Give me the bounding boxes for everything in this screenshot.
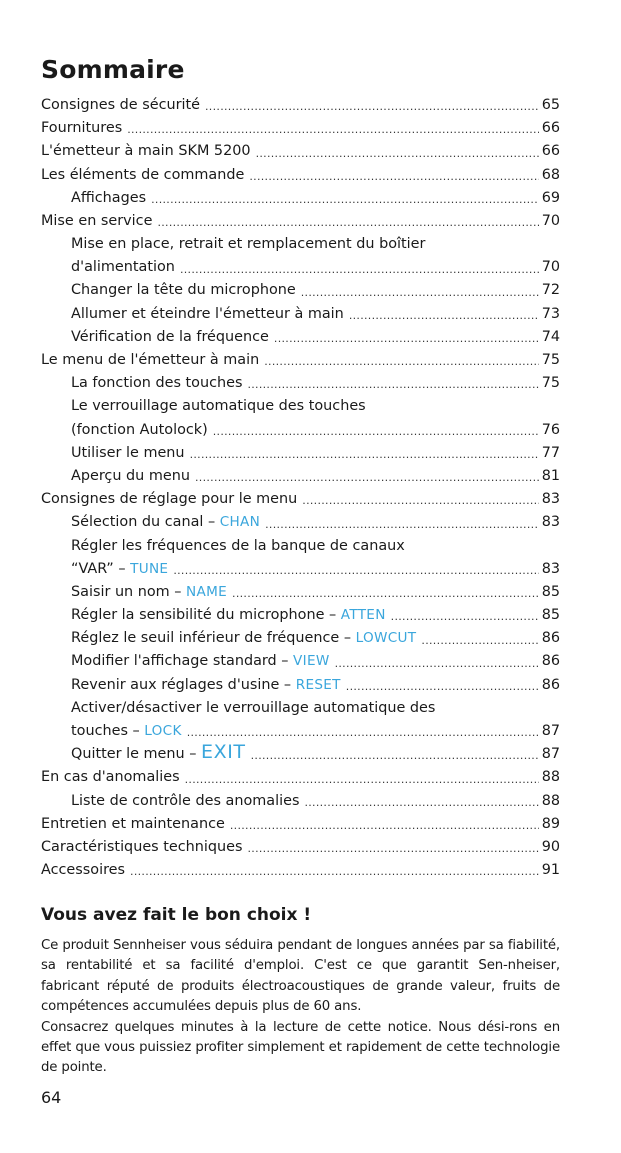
toc-leader-dots — [274, 328, 539, 349]
toc-entry-label — [71, 465, 190, 488]
toc-entry-label — [71, 419, 208, 442]
toc-leader-dots — [264, 351, 538, 372]
toc-entry[interactable] — [41, 651, 560, 674]
toc-leader-dots — [230, 815, 539, 836]
toc-leader-dots — [180, 259, 539, 280]
toc-entry-text: Consignes de sécurité — [41, 96, 201, 113]
toc-entry-label — [71, 581, 227, 604]
toc-entry-label — [71, 326, 269, 349]
toc-entry-label — [71, 187, 146, 210]
toc-entry[interactable] — [41, 419, 560, 442]
toc-leader-dots — [151, 189, 539, 210]
toc-leader-dots — [249, 166, 538, 187]
toc-entry[interactable] — [41, 836, 560, 859]
toc-entry-page: 85 — [541, 583, 560, 600]
toc-entry-text: Revenir aux réglages d'usine – — [71, 676, 296, 693]
toc-entry-text: Régler la sensibilité du microphone – — [71, 607, 341, 624]
toc-leader-dots — [157, 212, 538, 233]
toc-entry-label — [41, 859, 125, 882]
toc-entry-text: Utiliser le menu — [71, 444, 185, 461]
toc-entry-keyword: ATTEN — [340, 607, 386, 624]
toc-leader-dots — [335, 653, 539, 674]
toc-entry-text: Saisir un nom – — [71, 583, 187, 600]
toc-leader-dots — [173, 560, 538, 581]
toc-entry[interactable] — [41, 488, 560, 511]
toc-leader-dots — [251, 745, 539, 766]
toc-entry-page: 85 — [541, 607, 560, 624]
toc-entry[interactable] — [41, 117, 560, 140]
toc-entry-page: 69 — [541, 189, 560, 206]
intro-heading: Vous avez fait le bon choix ! — [41, 905, 312, 925]
toc-leader-dots — [421, 630, 538, 651]
toc-entry-keyword: NAME — [186, 583, 228, 600]
toc-leader-dots — [195, 467, 539, 488]
toc-entry[interactable] — [41, 210, 560, 233]
toc-entry-page: 83 — [541, 560, 560, 577]
toc-leader-dots — [256, 143, 539, 164]
toc-entry-page: 73 — [541, 305, 560, 322]
toc-entry-page: 72 — [541, 282, 560, 299]
toc-leader-dots — [232, 583, 539, 604]
toc-entry-page: 68 — [541, 166, 560, 183]
toc-entry-label — [71, 650, 330, 673]
toc-leader-dots — [304, 792, 538, 813]
toc-leader-dots — [391, 606, 539, 627]
toc-entry-label — [71, 372, 242, 395]
toc-entry-keyword: EXIT — [200, 741, 246, 764]
toc-entry-text: Modifier l'affichage standard – — [71, 653, 294, 670]
toc-entry-label — [41, 488, 297, 511]
toc-leader-dots — [349, 305, 539, 326]
intro-paragraph-2: Consacrez quelques minutes à la lecture de cette notice. Nous dési-rons en effet que vous puissiez profiter simplement et rapidement de cette technologie de pointe. — [41, 1019, 560, 1076]
toc-entry-label — [71, 720, 182, 743]
toc-entry-label — [41, 349, 259, 372]
toc-entry-page: 66 — [541, 120, 560, 137]
toc-entry-text: Caractéristiques techniques — [41, 838, 243, 855]
toc-entry-page: 83 — [541, 491, 560, 508]
toc-entry[interactable] — [41, 674, 560, 697]
toc-entry[interactable] — [41, 349, 560, 372]
toc-entry[interactable] — [41, 558, 560, 581]
intro-text — [41, 936, 560, 1079]
toc-entry-page: 90 — [541, 838, 560, 855]
toc-entry[interactable] — [41, 465, 560, 488]
toc-leader-dots — [190, 444, 539, 465]
toc-entry-label — [41, 164, 244, 187]
toc-leader-dots — [187, 722, 539, 743]
toc-entry-keyword: RESET — [295, 676, 341, 693]
toc-entry[interactable] — [41, 720, 560, 743]
toc-entry-text: Liste de contrôle des anomalies — [71, 792, 300, 809]
toc-entry-label — [41, 140, 251, 163]
toc-entry-label — [71, 790, 299, 813]
toc-leader-dots — [185, 769, 539, 790]
toc-entry-text: Changer la tête du microphone — [71, 282, 296, 299]
toc-entry[interactable] — [41, 280, 560, 303]
toc-entry-text: (fonction Autolock) — [71, 421, 208, 438]
toc-entry[interactable] — [41, 164, 560, 187]
toc-entry-label — [41, 836, 243, 859]
toc-entry-line — [41, 535, 560, 558]
toc-entry-text: Les éléments de commande — [41, 166, 245, 183]
toc-entry-page: 65 — [541, 96, 560, 113]
toc-entry[interactable] — [41, 442, 560, 465]
toc-entry-text: Sélection du canal – — [71, 514, 220, 531]
toc-entry-label — [41, 94, 200, 117]
toc-leader-dots — [248, 838, 539, 859]
toc-entry-text: d'alimentation — [71, 259, 175, 276]
toc-leader-dots — [130, 861, 539, 882]
toc-entry-text: L'émetteur à main SKM 5200 — [41, 143, 251, 160]
toc-entry-label: Activer/désactiver le verrouillage automatique des — [71, 699, 436, 716]
toc-entry-label: Le verrouillage automatique des touches — [71, 398, 366, 415]
toc-leader-dots — [302, 490, 538, 511]
toc-entry-text: Réglez le seuil inférieur de fréquence – — [71, 630, 356, 647]
page-title: Sommaire — [41, 55, 185, 84]
toc-entry-page: 86 — [541, 653, 560, 670]
toc-entry-page: 74 — [541, 328, 560, 345]
toc-entry-label: Régler les fréquences de la banque de canaux — [71, 537, 405, 554]
toc-entry-text: Affichages — [71, 189, 147, 206]
toc-entry[interactable] — [41, 94, 560, 117]
toc-entry-page: 86 — [541, 630, 560, 647]
toc-entry-keyword: CHAN — [219, 514, 261, 531]
toc-entry-text: Entretien et maintenance — [41, 815, 225, 832]
toc-entry-page: 86 — [541, 676, 560, 693]
toc-entry-line — [41, 697, 560, 720]
toc-entry-page: 83 — [541, 514, 560, 531]
toc-entry-label — [41, 766, 180, 789]
toc-entry[interactable] — [41, 604, 560, 627]
toc-entry-label — [41, 210, 152, 233]
toc-entry-text: “VAR” – — [71, 560, 131, 577]
toc-entry-label — [71, 511, 260, 534]
toc-entry-page: 66 — [541, 143, 560, 160]
toc-entry-label — [71, 256, 175, 279]
toc-entry-page: 91 — [541, 862, 560, 879]
toc-entry-label — [71, 741, 246, 766]
toc-entry-keyword: LOCK — [144, 723, 182, 740]
toc-entry[interactable] — [41, 743, 560, 766]
toc-entry-text: touches – — [71, 723, 145, 740]
toc-entry-label — [71, 303, 344, 326]
toc-entry-page: 81 — [541, 467, 560, 484]
toc-entry-label — [41, 117, 122, 140]
toc-entry-text: Aperçu du menu — [71, 467, 190, 484]
toc-entry-label — [71, 604, 386, 627]
toc-entry-page: 70 — [541, 212, 560, 229]
toc-entry-text: En cas d'anomalies — [41, 769, 180, 786]
toc-entry[interactable] — [41, 766, 560, 789]
page-number: 64 — [41, 1088, 62, 1107]
toc-entry[interactable] — [41, 140, 560, 163]
toc-entry[interactable] — [41, 187, 560, 210]
toc-entry-text: Mise en service — [41, 212, 153, 229]
toc-entry-keyword: VIEW — [293, 653, 330, 670]
toc-entry-label — [71, 627, 416, 650]
toc-entry-text: Quitter le menu – — [71, 746, 201, 763]
toc-entry-text: Consignes de réglage pour le menu — [41, 491, 298, 508]
toc-entry-page: 75 — [541, 352, 560, 369]
toc-entry-line — [41, 395, 560, 418]
toc-entry-label — [71, 674, 341, 697]
toc-entry[interactable] — [41, 581, 560, 604]
toc-leader-dots — [213, 421, 539, 442]
toc-entry-page: 77 — [541, 444, 560, 461]
toc-entry-page: 88 — [541, 792, 560, 809]
toc-entry-text: La fonction des touches — [71, 375, 243, 392]
toc-entry-label — [71, 442, 185, 465]
toc-leader-dots — [301, 282, 539, 303]
toc-entry[interactable] — [41, 256, 560, 279]
toc-entry-label: Mise en place, retrait et remplacement du boîtier — [71, 236, 426, 253]
toc-entry-line — [41, 233, 560, 256]
toc-entry-text: Vérification de la fréquence — [71, 328, 269, 345]
toc-entry-page: 75 — [541, 375, 560, 392]
table-of-contents — [41, 94, 560, 882]
toc-entry[interactable] — [41, 813, 560, 836]
intro-paragraph-1: Ce produit Sennheiser vous séduira pendant de longues années par sa fiabilité, sa rentabilité et sa facilité d'emploi. C'est ce que garantit Sen-nheiser, fabricant réputé de produits électroacoustiques de grande valeur, fruits de compétences accumulées depuis plus de 60 ans. — [41, 938, 560, 1015]
toc-entry-text: Allumer et éteindre l'émetteur à main — [71, 305, 344, 322]
toc-entry-label — [71, 279, 296, 302]
toc-leader-dots — [346, 676, 539, 697]
toc-leader-dots — [265, 514, 539, 535]
toc-entry-text: Accessoires — [41, 862, 126, 879]
toc-entry-text: Fournitures — [41, 120, 123, 137]
toc-entry-page: 88 — [541, 769, 560, 786]
toc-leader-dots — [247, 374, 538, 395]
toc-entry[interactable] — [41, 303, 560, 326]
toc-entry-keyword: LOWCUT — [355, 630, 417, 647]
toc-entry-page: 76 — [541, 421, 560, 438]
toc-entry-label — [71, 558, 168, 581]
toc-entry[interactable] — [41, 372, 560, 395]
toc-entry-page: 87 — [541, 723, 560, 740]
toc-entry[interactable] — [41, 326, 560, 349]
toc-entry-label — [41, 813, 225, 836]
toc-entry-page: 89 — [541, 815, 560, 832]
toc-entry[interactable] — [41, 790, 560, 813]
toc-entry[interactable] — [41, 511, 560, 534]
toc-entry[interactable] — [41, 627, 560, 650]
toc-leader-dots — [205, 96, 539, 117]
toc-entry-text: Le menu de l'émetteur à main — [41, 352, 260, 369]
toc-entry[interactable] — [41, 859, 560, 882]
toc-leader-dots — [127, 119, 539, 140]
toc-entry-keyword: TUNE — [130, 560, 169, 577]
toc-entry-page: 70 — [541, 259, 560, 276]
toc-entry-page: 87 — [541, 746, 560, 763]
